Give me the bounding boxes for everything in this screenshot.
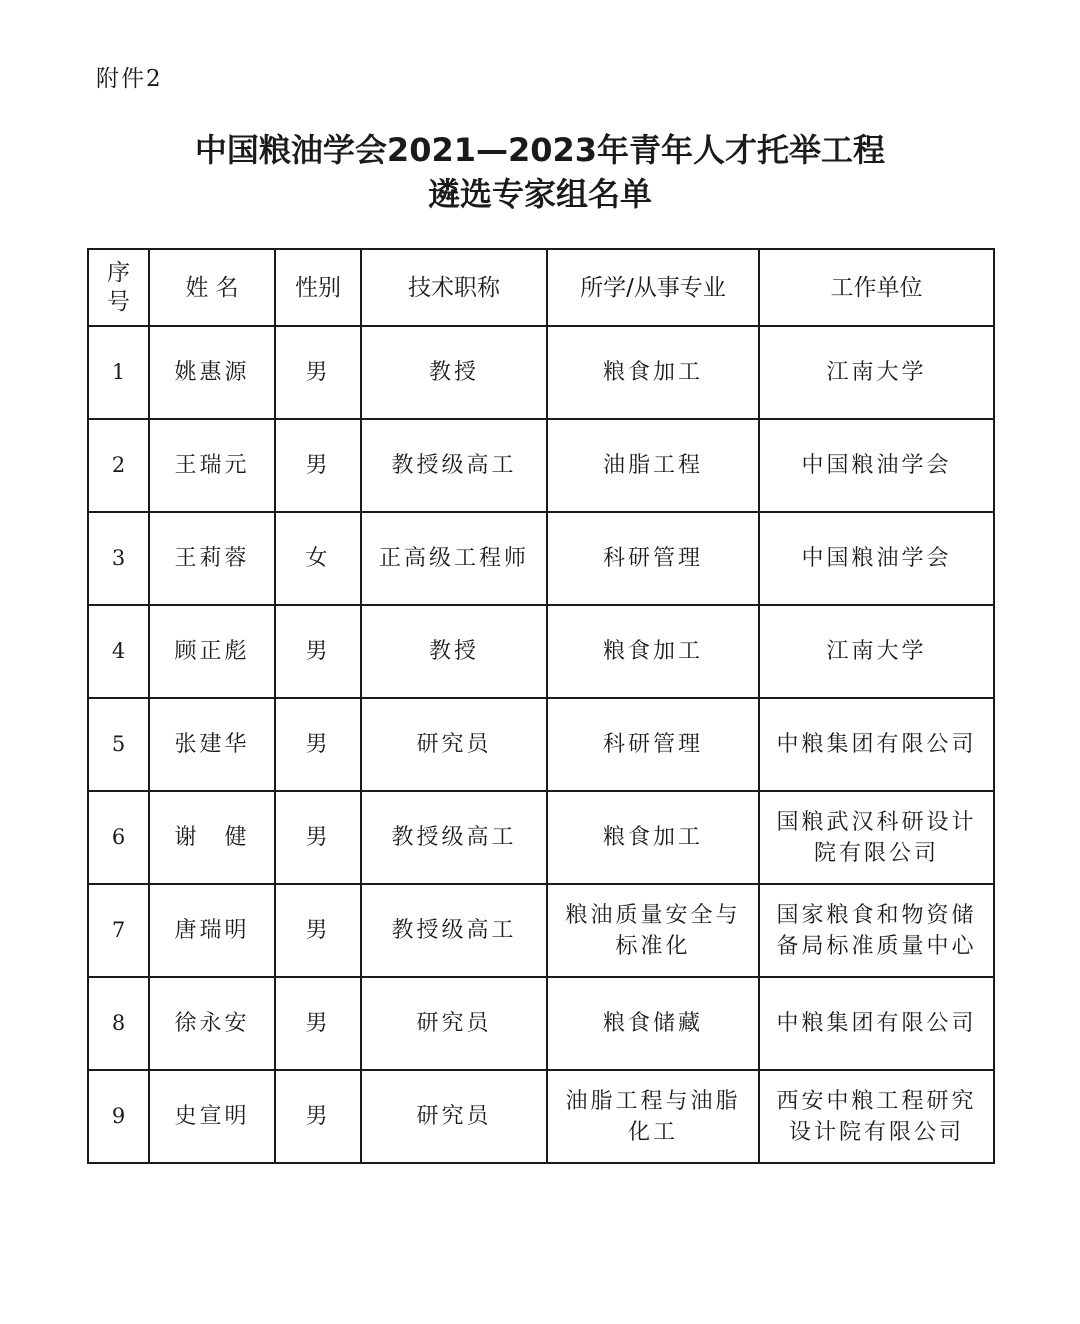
row-title: 教授	[361, 605, 547, 698]
table-row	[88, 419, 994, 512]
row-gender: 男	[275, 884, 361, 977]
header-employer: 工作单位	[759, 249, 994, 326]
row-title: 研究员	[361, 698, 547, 791]
expert-roster-table	[87, 248, 995, 1164]
row-employer: 国粮武汉科研设计院有限公司	[759, 791, 994, 884]
row-major: 科研管理	[547, 698, 759, 791]
row-name: 张建华	[149, 698, 275, 791]
row-major: 粮食加工	[547, 791, 759, 884]
row-major: 油脂工程	[547, 419, 759, 512]
row-index: 9	[88, 1070, 149, 1163]
row-gender: 男	[275, 326, 361, 419]
row-gender: 男	[275, 1070, 361, 1163]
table-row	[88, 698, 994, 791]
row-name: 姚惠源	[149, 326, 275, 419]
row-name: 王瑞元	[149, 419, 275, 512]
row-title: 教授级高工	[361, 884, 547, 977]
row-name: 谢 健	[149, 791, 275, 884]
table-row	[88, 977, 994, 1070]
row-major: 粮食加工	[547, 605, 759, 698]
header-name: 姓 名	[149, 249, 275, 326]
table-row	[88, 1070, 994, 1163]
row-employer: 中国粮油学会	[759, 512, 994, 605]
row-title: 研究员	[361, 977, 547, 1070]
table-row	[88, 512, 994, 605]
table-row	[88, 884, 994, 977]
table-row	[88, 326, 994, 419]
row-major: 粮食储藏	[547, 977, 759, 1070]
row-name: 唐瑞明	[149, 884, 275, 977]
row-index: 4	[88, 605, 149, 698]
row-title: 研究员	[361, 1070, 547, 1163]
row-gender: 男	[275, 977, 361, 1070]
row-employer: 江南大学	[759, 326, 994, 419]
row-index: 6	[88, 791, 149, 884]
row-name: 王莉蓉	[149, 512, 275, 605]
row-name: 徐永安	[149, 977, 275, 1070]
row-major: 粮油质量安全与标准化	[547, 884, 759, 977]
row-gender: 男	[275, 419, 361, 512]
header-gender: 性别	[275, 249, 361, 326]
row-major: 油脂工程与油脂化工	[547, 1070, 759, 1163]
row-index: 8	[88, 977, 149, 1070]
table-row	[88, 605, 994, 698]
row-index: 5	[88, 698, 149, 791]
row-employer: 国家粮食和物资储备局标准质量中心	[759, 884, 994, 977]
table-header-row	[88, 249, 994, 326]
attachment-label: 附件2	[96, 66, 163, 92]
row-major: 科研管理	[547, 512, 759, 605]
row-name: 史宣明	[149, 1070, 275, 1163]
row-title: 正高级工程师	[361, 512, 547, 605]
row-major: 粮食加工	[547, 326, 759, 419]
row-index: 3	[88, 512, 149, 605]
row-index: 2	[88, 419, 149, 512]
title-line-2: 遴选专家组名单	[427, 175, 652, 213]
row-index: 7	[88, 884, 149, 977]
title-line-1: 中国粮油学会2021—2023年青年人才托举工程	[194, 131, 886, 169]
row-title: 教授级高工	[361, 791, 547, 884]
header-major: 所学/从事专业	[547, 249, 759, 326]
row-title: 教授级高工	[361, 419, 547, 512]
row-employer: 中粮集团有限公司	[759, 977, 994, 1070]
row-gender: 女	[275, 512, 361, 605]
row-index: 1	[88, 326, 149, 419]
row-gender: 男	[275, 791, 361, 884]
row-employer: 江南大学	[759, 605, 994, 698]
row-title: 教授	[361, 326, 547, 419]
header-index: 序号	[88, 249, 149, 326]
row-gender: 男	[275, 698, 361, 791]
row-employer: 中国粮油学会	[759, 419, 994, 512]
row-name: 顾正彪	[149, 605, 275, 698]
row-gender: 男	[275, 605, 361, 698]
table-row	[88, 791, 994, 884]
row-employer: 西安中粮工程研究设计院有限公司	[759, 1070, 994, 1163]
document-title	[0, 128, 1080, 216]
header-title: 技术职称	[361, 249, 547, 326]
row-employer: 中粮集团有限公司	[759, 698, 994, 791]
